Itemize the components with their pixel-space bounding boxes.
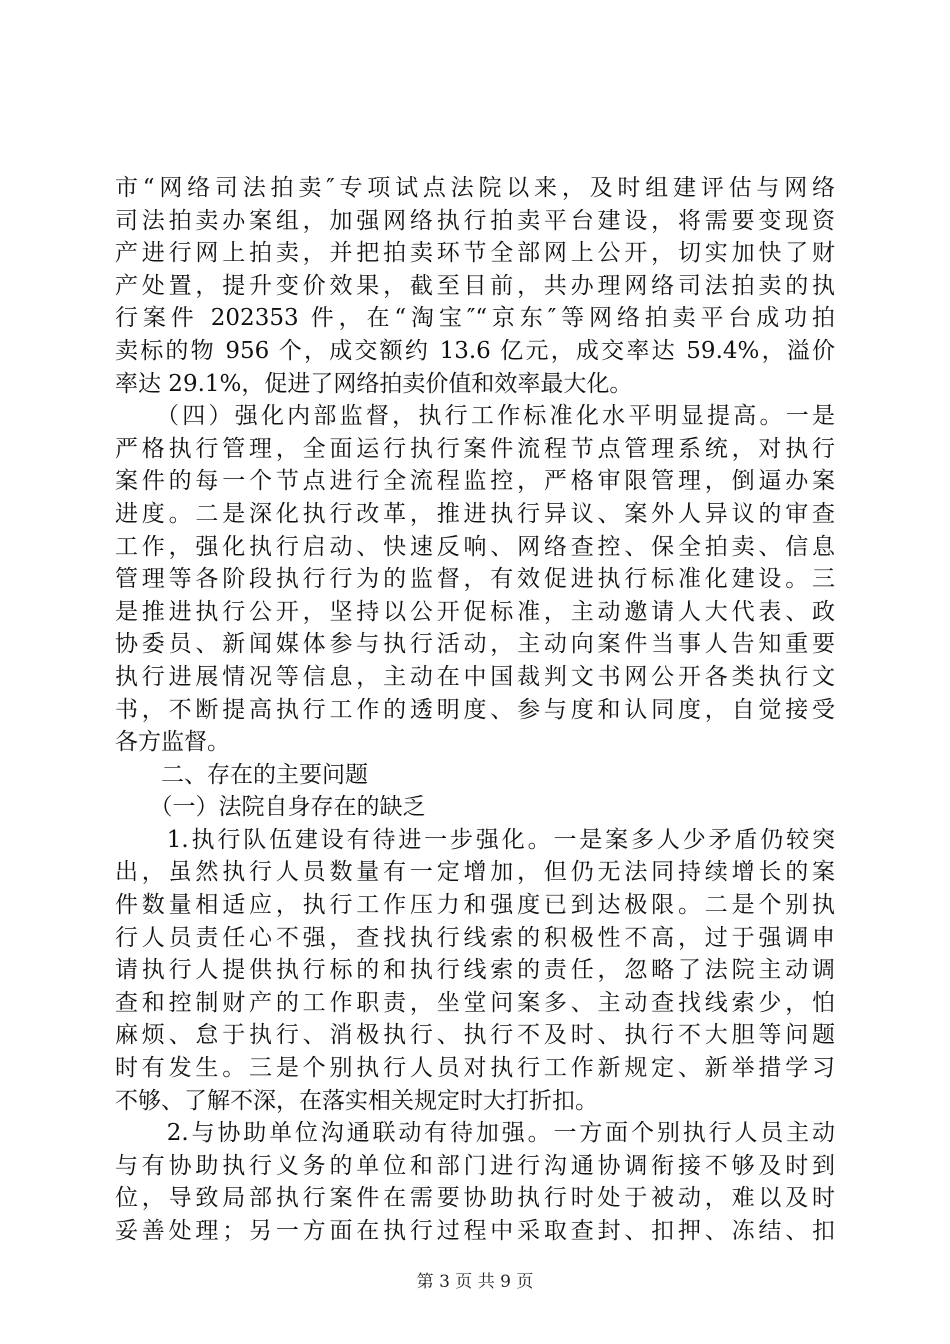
- text-line: 与有协助执行义务的单位和部门进行沟通协调衔接不够及时到: [115, 1152, 835, 1179]
- text-line: 管理等各阶段执行行为的监督，有效促进执行标准化建设。三: [115, 566, 835, 593]
- text-line: 是推进执行公开，坚持以公开促标准，主动邀请人大代表、政: [115, 598, 835, 625]
- text-line: 行人员责任心不强，查找执行线索的积极性不高，过于强调申: [115, 924, 835, 951]
- text-line: 不够、了解不深，在落实相关规定时大打折扣。: [115, 1087, 598, 1114]
- text-line: 产进行网上拍卖，并把拍卖环节全部网上公开，切实加快了财: [115, 240, 835, 267]
- text-line: 执行进展情况等信息，主动在中国裁判文书网公开各类执行文: [115, 663, 835, 690]
- text-line: 行案件 202353 件，在“淘宝″“京东″等网络拍卖平台成功拍: [115, 305, 835, 332]
- text-line: 协委员、新闻媒体参与执行活动，主动向案件当事人告知重要: [115, 631, 835, 658]
- text-line: 出，虽然执行人员数量有一定增加，但仍无法同持续增长的案: [115, 859, 835, 886]
- text-line: 各方监督。: [115, 729, 230, 756]
- text-line: 麻烦、怠于执行、消极执行、执行不及时、执行不大胆等问题: [115, 1022, 835, 1049]
- text-line: 严格执行管理，全面运行执行案件流程节点管理系统，对执行: [115, 435, 835, 462]
- text-line: 2.与协助单位沟通联动有待加强。一方面个别执行人员主动: [115, 1120, 835, 1147]
- text-line: 司法拍卖办案组，加强网络执行拍卖平台建设，将需要变现资: [115, 207, 835, 234]
- text-line: 件数量相适应，执行工作压力和强度已到达极限。二是个别执: [115, 892, 835, 919]
- text-line: 卖标的物 956 个，成交额约 13.6 亿元，成交率达 59.4%，溢价: [115, 337, 835, 364]
- text-line: 市“网络司法拍卖″专项试点法院以来，及时组建评估与网络: [115, 175, 835, 201]
- text-line: 请执行人提供执行标的和执行线索的责任，忽略了法院主动调: [115, 957, 835, 984]
- text-line: 书，不断提高执行工作的透明度、参与度和认同度，自觉接受: [115, 696, 835, 723]
- text-line: 二、存在的主要问题: [115, 761, 368, 788]
- text-line: 查和控制财产的工作职责，坐堂问案多、主动查找线索少，怕: [115, 989, 835, 1016]
- text-line: 率达 29.1%，促进了网络拍卖价值和效率最大化。: [115, 370, 633, 397]
- text-line: 产处置，提升变价效果，截至目前，共办理网络司法拍卖的执: [115, 272, 835, 299]
- text-line: 工作，强化执行启动、快速反响、网络查控、保全拍卖、信息: [115, 533, 835, 560]
- text-line: 1.执行队伍建设有待进一步强化。一是案多人少矛盾仍较突: [115, 826, 835, 853]
- page-footer: 第 3 页 共 9 页: [416, 1272, 534, 1292]
- document-body: [115, 172, 835, 1248]
- text-line: 进度。二是深化执行改革，推进执行异议、案外人异议的审查: [115, 500, 835, 527]
- text-line: 时有发生。三是个别执行人员对执行工作新规定、新举措学习: [115, 1055, 835, 1082]
- text-line: （四）强化内部监督，执行工作标准化水平明显提高。一是: [115, 403, 835, 430]
- text-line: （一）法院自身存在的缺乏: [115, 794, 426, 821]
- text-line: 案件的每一个节点进行全流程监控，严格审限管理，倒逼办案: [115, 468, 835, 495]
- text-line: 妥善处理；另一方面在执行过程中采取查封、扣押、冻结、扣: [115, 1218, 835, 1244]
- text-line: 位，导致局部执行案件在需要协助执行时处于被动，难以及时: [115, 1185, 835, 1212]
